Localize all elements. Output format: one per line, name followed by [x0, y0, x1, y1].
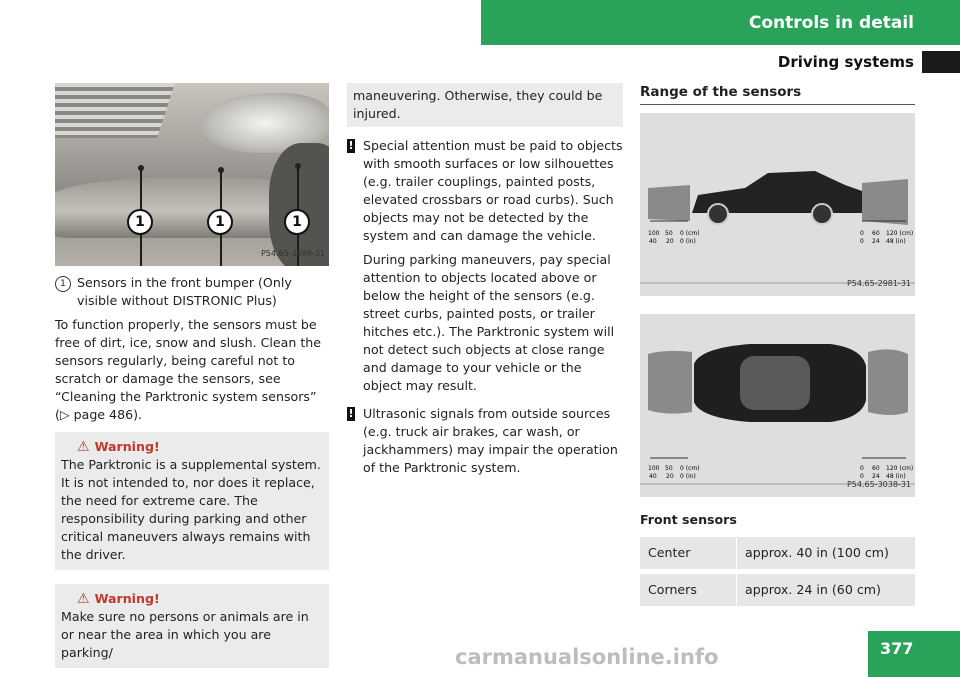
section-header: [481, 0, 960, 45]
left-scale-in: 0 (in): [680, 238, 696, 245]
left-scale-in: 20: [666, 238, 674, 245]
warning-title-text: Warning!: [94, 591, 160, 606]
subsection-title: Driving systems: [777, 53, 914, 71]
note-text: Special attention must be paid to objects with smooth surfaces or low silhouettes (e.g. trailer couplings, painted posts, elevated crossbars or road curbs). Such objects may not be detected by the system and can damage the vehicle.: [363, 138, 623, 243]
warning-title: [77, 438, 323, 456]
range-diagram-side: [640, 113, 915, 296]
front-range-zone: [648, 351, 692, 414]
top-view-svg: [640, 314, 915, 497]
side-view-svg: [640, 113, 915, 296]
diagram-code: P54.65-2981-31: [846, 279, 911, 288]
left-scale-cm: 50: [665, 465, 673, 472]
left-scale-cm: 50: [665, 230, 673, 237]
front-range-zone: [648, 185, 690, 221]
left-scale-cm: 0 (cm): [680, 230, 700, 237]
caution-icon: !: [348, 407, 354, 420]
note-text: Ultrasonic signals from outside sources (e.g. truck air brakes, car wash, or jackhammers) may impair the operation of the Parktronic system.: [363, 406, 618, 475]
note-smooth-surfaces: [347, 137, 623, 395]
warning-triangle-icon: ⚠: [77, 439, 90, 455]
left-scale-cm: 100: [648, 465, 660, 472]
right-scale-in: 24: [872, 238, 880, 245]
warning-title: [77, 590, 323, 608]
warning-title-text: Warning!: [94, 439, 160, 454]
note-ultrasonic: [347, 405, 623, 477]
photo-caption: [55, 274, 329, 310]
diagram-code: P54.65-3038-31: [846, 480, 911, 489]
caution-icon: !: [348, 139, 354, 152]
table-row: [640, 537, 915, 572]
right-scale-cm: 60: [872, 465, 880, 472]
right-scale-in: 48 (in): [886, 238, 906, 245]
header-marker: [922, 51, 960, 73]
table-title: Front sensors: [640, 512, 737, 527]
right-scale-cm: 60: [872, 230, 880, 237]
table-cell-value: approx. 40 in (100 cm): [737, 537, 916, 572]
callout-1: 1: [127, 209, 153, 235]
cleaning-paragraph: To function properly, the sensors must be free of dirt, ice, snow and slush. Clean the sensors regularly, being careful not to scratch or damage the sensors, see “Cleaning the Parktronic system sensors” (▷ page 486).: [55, 317, 322, 422]
rear-range-zone: [862, 179, 908, 225]
caption-text: Sensors in the front bumper (Only visible without DISTRONIC Plus): [77, 275, 292, 308]
table-row: [640, 572, 915, 609]
range-title: Range of the sensors: [640, 83, 915, 105]
table-cell-label: Center: [640, 537, 737, 572]
right-scale-in: 48 (in): [886, 473, 906, 480]
warning-box: [55, 584, 329, 668]
right-scale-cm: 120 (cm): [886, 230, 914, 237]
left-scale-in: 20: [666, 473, 674, 480]
column-right: [640, 83, 915, 611]
warning-triangle-icon: ⚠: [77, 591, 90, 607]
right-scale-cm: 0: [860, 465, 864, 472]
warning-box: [55, 432, 329, 570]
column-middle: [347, 83, 623, 477]
warning-text: The Parktronic is a supplemental system. It is not intended to, nor does it replace, the need for extreme care. The responsibility during parking and other critical maneuvers always remains with the driver.: [61, 457, 321, 562]
warning-text: Make sure no persons or animals are in or near the area in which you are parking/: [61, 609, 309, 660]
callout-symbol: 1: [55, 276, 71, 292]
table-cell-label: Corners: [640, 572, 737, 609]
wheel-rear: [812, 204, 832, 224]
car-roof-shape: [740, 356, 810, 410]
rear-range-zone: [868, 349, 908, 415]
column-left: [55, 83, 329, 668]
left-scale-in: 0 (in): [680, 473, 696, 480]
left-scale-cm: 0 (cm): [680, 465, 700, 472]
right-scale-cm: 120 (cm): [886, 465, 914, 472]
left-scale-in: 40: [649, 238, 657, 245]
right-scale-in: 0: [860, 473, 864, 480]
callout-1: 1: [284, 209, 310, 235]
warning-continuation-text: maneuvering. Otherwise, they could be injured.: [353, 88, 603, 121]
wheel-front: [708, 204, 728, 224]
right-scale-cm: 0: [860, 230, 864, 237]
photo-code: P54.65-3099-31: [260, 249, 325, 258]
warning-continuation: [347, 83, 623, 127]
callout-1: 1: [207, 209, 233, 235]
watermark: carmanualsonline.info: [455, 645, 719, 669]
table-cell-value: approx. 24 in (60 cm): [737, 572, 916, 609]
range-diagram-top: [640, 314, 915, 497]
left-scale-in: 40: [649, 473, 657, 480]
right-scale-in: 24: [872, 473, 880, 480]
sensor-range-table: [640, 537, 915, 611]
bumper-sensor-photo: [55, 83, 329, 266]
note-text: During parking maneuvers, pay special attention to objects located above or below the height of the sensors (e.g. street curbs, painted posts, or trailer hitches etc.). The Parktronic system will not detect such objects at close range and damage to your vehicle or the object may result.: [363, 252, 615, 393]
right-scale-in: 0: [860, 238, 864, 245]
section-title: Controls in detail: [748, 12, 914, 33]
page-number: 377: [868, 631, 960, 677]
left-scale-cm: 100: [648, 230, 660, 237]
grille-shape: [55, 83, 175, 138]
